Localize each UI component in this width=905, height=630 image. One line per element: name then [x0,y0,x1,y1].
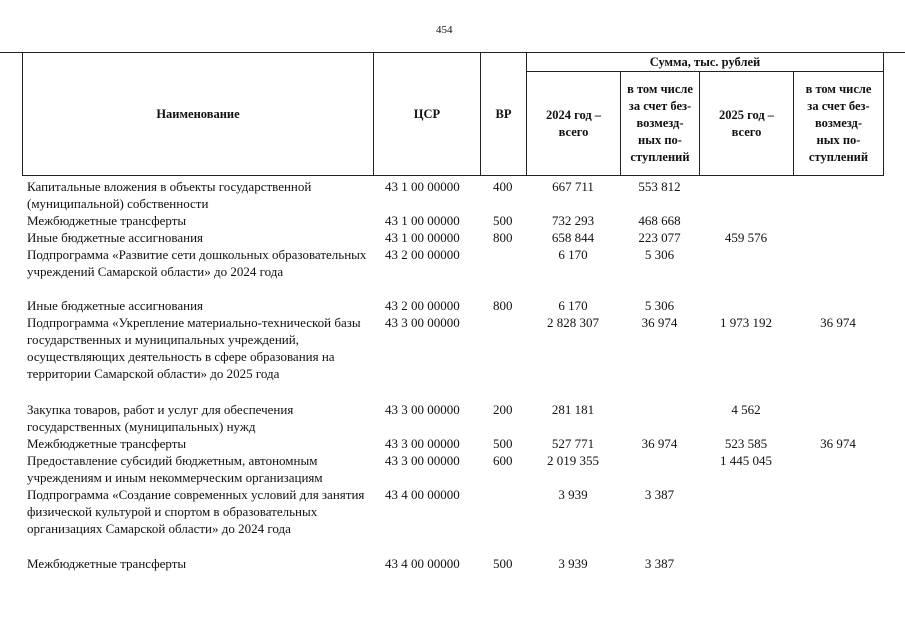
row-2024-total: 2 828 307 [547,315,599,330]
row-2024-total: 3 939 [558,556,588,571]
row-csr: 43 3 00 00000 [385,453,460,468]
row-2024-total: 6 170 [558,298,588,313]
row-csr: 43 2 00 00000 [385,247,460,262]
row-2025-total: 4 562 [731,402,761,417]
row-vr: 500 [493,436,513,451]
header-rule-right [883,52,905,53]
row-2024-free: 3 387 [644,556,675,571]
header-2025-total: 2025 год – всего [699,71,794,176]
row-name: Межбюджетные трансферты [27,436,187,451]
header-name: Наименование [22,52,374,176]
row-2024-free: 468 668 [638,213,681,228]
row-csr: 43 1 00 00000 [385,179,460,194]
row-name: Иные бюджетные ассигнования [27,298,204,313]
row-2024-total: 658 844 [551,230,595,245]
row-name: Иные бюджетные ассигнования [27,230,204,245]
header-rule-left [0,52,22,53]
row-2025-total: 1 973 192 [720,315,772,330]
table-header [22,52,884,176]
page-number: 454 [436,24,453,36]
row-vr: 600 [493,453,513,468]
row-2025-total: 1 445 045 [720,453,772,468]
row-csr: 43 4 00 00000 [385,487,460,502]
row-vr: 800 [493,230,513,245]
row-vr: 400 [493,179,513,194]
header-csr: ЦСР [373,52,481,176]
row-2024-free: 36 974 [641,315,678,330]
row-vr: 800 [493,298,513,313]
row-csr: 43 1 00 00000 [385,213,460,228]
row-csr: 43 1 00 00000 [385,230,460,245]
header-2024-total: 2024 год – всего [526,71,621,176]
row-name: Межбюджетные трансферты [27,556,187,571]
row-csr: 43 3 00 00000 [385,315,460,330]
row-name: Предоставление субсидий бюджетным, автономным учреждениям и иным некоммерческим организациям [27,453,323,485]
row-vr: 500 [493,213,513,228]
row-name: Закупка товаров, работ и услуг для обеспечения государственных (муниципальных) нужд [27,402,294,434]
row-2024-total: 2 019 355 [547,453,599,468]
row-2024-total: 667 711 [552,179,594,194]
row-name: Подпрограмма «Создание современных условий для занятия физической культурой и спортом в образовательных организациях Самарской области» до 2024 года [27,487,365,536]
row-name: Подпрограмма «Укрепление материально-технической базы государственных и муниципальных учреждений, осуществляющих деятельность в сфере образования на территории Самарской области» до 2025 года [27,315,361,381]
header-2025-free: в том числе за счет без-возмезд-ных по-ступлений [793,71,884,176]
row-2024-total: 732 293 [551,213,595,228]
row-2025-total: 523 585 [724,436,768,451]
row-vr: 500 [493,556,513,571]
row-csr: 43 3 00 00000 [385,436,460,451]
row-csr: 43 3 00 00000 [385,402,460,417]
header-sum-group: Сумма, тыс. рублей [526,52,884,72]
row-csr: 43 4 00 00000 [385,556,460,571]
row-2024-free: 5 306 [644,247,675,262]
row-name: Капитальные вложения в объекты государственной (муниципальной) собственности [27,179,312,211]
row-vr: 200 [493,402,513,417]
row-name: Межбюджетные трансферты [27,213,187,228]
row-2024-total: 281 181 [551,402,595,417]
row-name: Подпрограмма «Развитие сети дошкольных образовательных учреждений Самарской области» до 2024 года [27,247,367,279]
row-2024-total: 6 170 [558,247,588,262]
row-2024-free: 36 974 [641,436,678,451]
row-2024-free: 5 306 [644,298,675,313]
header-vr: ВР [480,52,527,176]
row-2024-total: 527 771 [551,436,595,451]
row-2024-total: 3 939 [558,487,588,502]
row-2024-free: 553 812 [638,179,681,194]
row-2024-free: 3 387 [644,487,675,502]
row-2024-free: 223 077 [638,230,681,245]
row-2025-free: 36 974 [820,436,856,451]
row-2025-total: 459 576 [724,230,768,245]
row-2025-free: 36 974 [820,315,856,330]
row-csr: 43 2 00 00000 [385,298,460,313]
header-2024-free: в том числе за счет без-возмезд-ных по-ступлений [620,71,700,176]
